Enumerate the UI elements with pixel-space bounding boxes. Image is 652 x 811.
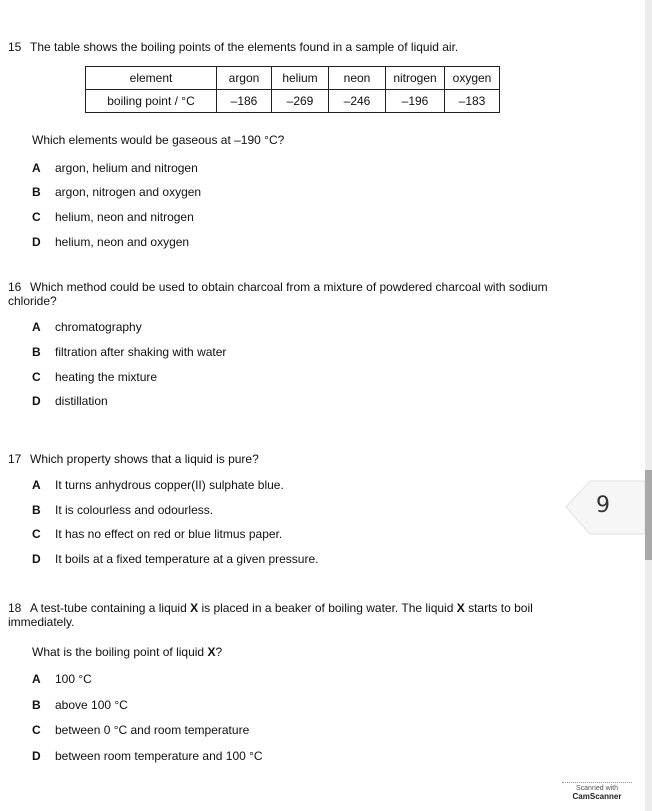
option-c: C helium, neon and nitrogen [32,210,194,224]
option-d: D distillation [32,394,108,408]
table-cell: –246 [329,90,386,113]
scrollbar-track[interactable] [645,0,652,811]
q18-stem: 18 A test-tube containing a liquid X is placed in a beaker of boiling water. The liquid X starts to boil immediately. [8,601,533,629]
option-a: A chromatography [32,320,142,334]
table-cell: –196 [386,90,445,113]
table-cell: –269 [272,90,329,113]
table-cell: neon [329,67,386,90]
table-row [86,90,500,113]
option-a: A argon, helium and nitrogen [32,161,198,175]
table-cell: nitrogen [386,67,445,90]
table-row [86,67,500,90]
option-b: B above 100 °C [32,698,128,712]
option-b: B argon, nitrogen and oxygen [32,185,202,199]
question-text: The table shows the boiling points of the elements found in a sample of liquid air. [30,40,459,54]
option-b: B filtration after shaking with water [32,345,227,359]
question-prompt: What is the boiling point of liquid X? [32,645,223,659]
question-number: 15 [8,40,22,54]
boiling-point-table [85,66,500,113]
scrollbar-thumb[interactable] [645,470,652,560]
option-a: A It turns anhydrous copper(II) sulphate blue. [32,478,284,492]
q15-stem [8,40,588,54]
table-cell: helium [272,67,329,90]
option-c: C It has no effect on red or blue litmus paper. [32,527,283,541]
option-b: B It is colourless and odourless. [32,503,214,517]
option-c: C between 0 °C and room temperature [32,723,250,737]
q16-stem: 16 Which method could be used to obtain charcoal from a mixture of powdered charcoal with sodium chloride? [8,280,548,308]
option-d: D between room temperature and 100 °C [32,749,263,763]
table-cell: oxygen [445,67,500,90]
option-d: D It boils at a fixed temperature at a given pressure. [32,552,319,566]
q17-stem: 17 Which property shows that a liquid is pure? [8,452,259,466]
table-cell: –186 [217,90,272,113]
camscanner-watermark: Scanned with CamScanner [562,782,632,801]
table-cell: boiling point / °C [86,90,217,113]
option-d: D helium, neon and oxygen [32,235,190,249]
table-cell: –183 [445,90,500,113]
option-c: C heating the mixture [32,370,158,384]
page-number-indicator [565,480,645,535]
question-prompt: Which elements would be gaseous at –190 °C? [32,133,285,147]
page-number: 9 [596,493,610,518]
table-cell: argon [217,67,272,90]
option-a: A 100 °C [32,672,92,686]
table-cell: element [86,67,217,90]
